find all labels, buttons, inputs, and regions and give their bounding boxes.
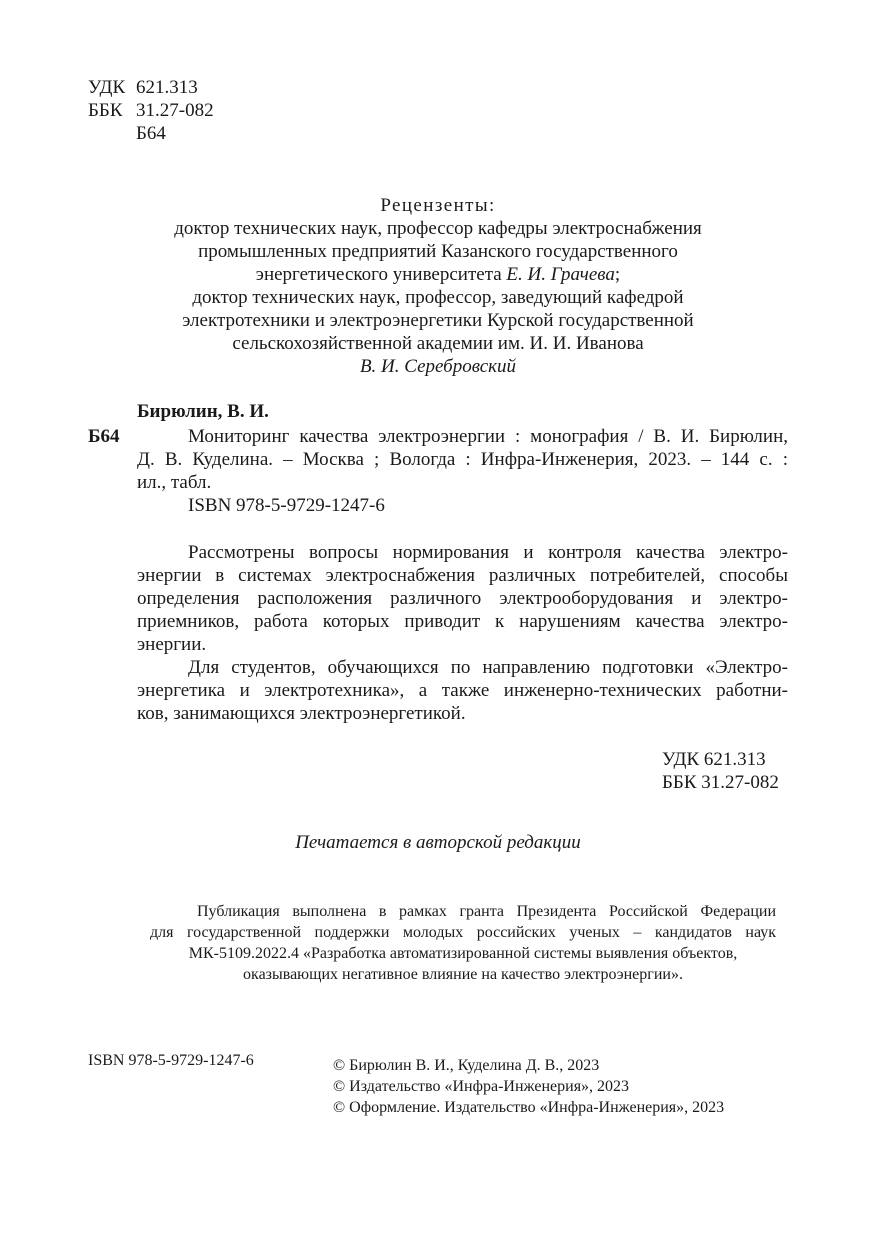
annotation-p2-line-3: ков, занимающихся электроэнергетикой.: [137, 703, 466, 724]
grant-line-4: оказывающих негативное влияние на качество электроэнергии».: [243, 966, 683, 983]
bib-author: Бирюлин, В. И.: [137, 401, 269, 422]
reviewer-1-affiliation: энергетического университета: [255, 264, 502, 285]
annotation-p1-line-2: энергии в системах электроснабжения различных потребителей, способы: [137, 565, 788, 586]
classification-block: [88, 76, 214, 145]
reviewer-1-line-1: доктор технических наук, профессор кафедры электроснабжения: [174, 218, 702, 239]
bbk-label: ББК: [88, 100, 123, 121]
bottom-udk: УДК 621.313: [662, 749, 766, 770]
author-sign-label: [88, 122, 136, 145]
annotation-p1-line-1: Рассмотрены вопросы нормирования и контроля качества электро-: [188, 542, 788, 563]
grant-line-3: МК-5109.2022.4 «Разработка автоматизированной системы выявления объектов,: [188, 945, 738, 962]
reviewer-1-line-2: промышленных предприятий Казанского государственного: [198, 241, 678, 262]
reviewer-1-name: Е. И. Грачева: [506, 264, 615, 285]
copyright-authors: © Бирюлин В. И., Куделина Д. В., 2023: [333, 1057, 600, 1074]
reviewers-heading: Рецензенты:: [380, 195, 496, 216]
grant-block: [150, 901, 776, 985]
bib-code: Б64: [88, 426, 120, 447]
bib-line-3: ил., табл.: [137, 472, 212, 493]
reviewer-2-line-1: доктор технических наук, профессор, заведующий кафедрой: [192, 287, 684, 308]
grant-line-1: Публикация выполнена в рамках гранта Президента Российской Федерации: [197, 903, 776, 920]
footer-isbn: ISBN 978-5-9729-1247-6: [88, 1052, 254, 1069]
udk-row: [88, 76, 214, 99]
copyright-publisher: © Издательство «Инфра-Инженерия», 2023: [333, 1078, 630, 1095]
reviewer-1-line-3: [88, 263, 788, 286]
annotation-p2-line-2: энергетика и электротехника», а также инженерно-технических работни-: [137, 680, 788, 701]
copyright-design: © Оформление. Издательство «Инфра-Инженерия», 2023: [333, 1099, 725, 1116]
reviewer-2-name: В. И. Серебровский: [359, 356, 517, 377]
bib-line-1: Мониторинг качества электроэнергии : монография / В. И. Бирюлин,: [188, 426, 788, 447]
reviewer-2-line-2: электротехники и электроэнергетики Курской государственной: [182, 310, 694, 331]
author-sign-value: Б64: [136, 123, 166, 144]
udk-label: УДК: [88, 77, 126, 98]
printed-note: Печатается в авторской редакции: [295, 832, 581, 853]
bbk-value: 31.27-082: [136, 100, 214, 121]
annotation-p1-line-3: определения расположения различного электрооборудования и электро-: [137, 588, 788, 609]
bib-isbn: ISBN 978-5-9729-1247-6: [188, 495, 385, 516]
udk-value: 621.313: [136, 77, 198, 98]
reviewers-block: [88, 194, 788, 378]
reviewer-1-end: ;: [614, 264, 621, 285]
bbk-row: [88, 99, 214, 122]
bottom-bbk: ББК 31.27-082: [662, 772, 779, 793]
grant-line-2: для государственной поддержки молодых российских ученых – кандидатов наук: [150, 924, 776, 941]
annotation-p1-line-5: энергии.: [137, 634, 207, 655]
annotation-p2-line-1: Для студентов, обучающихся по направлению подготовки «Электро-: [188, 657, 788, 678]
author-sign-row: [88, 122, 214, 145]
bib-line-2: Д. В. Куделина. – Москва ; Вологда : Инфра-Инженерия, 2023. – 144 с. :: [137, 449, 788, 470]
copyright-block: [333, 1055, 724, 1118]
annotation-p1-line-4: приемников, работа которых приводит к нарушениям качества электро-: [137, 611, 788, 632]
reviewer-2-line-3: сельскохозяйственной академии им. И. И. Иванова: [232, 333, 644, 354]
